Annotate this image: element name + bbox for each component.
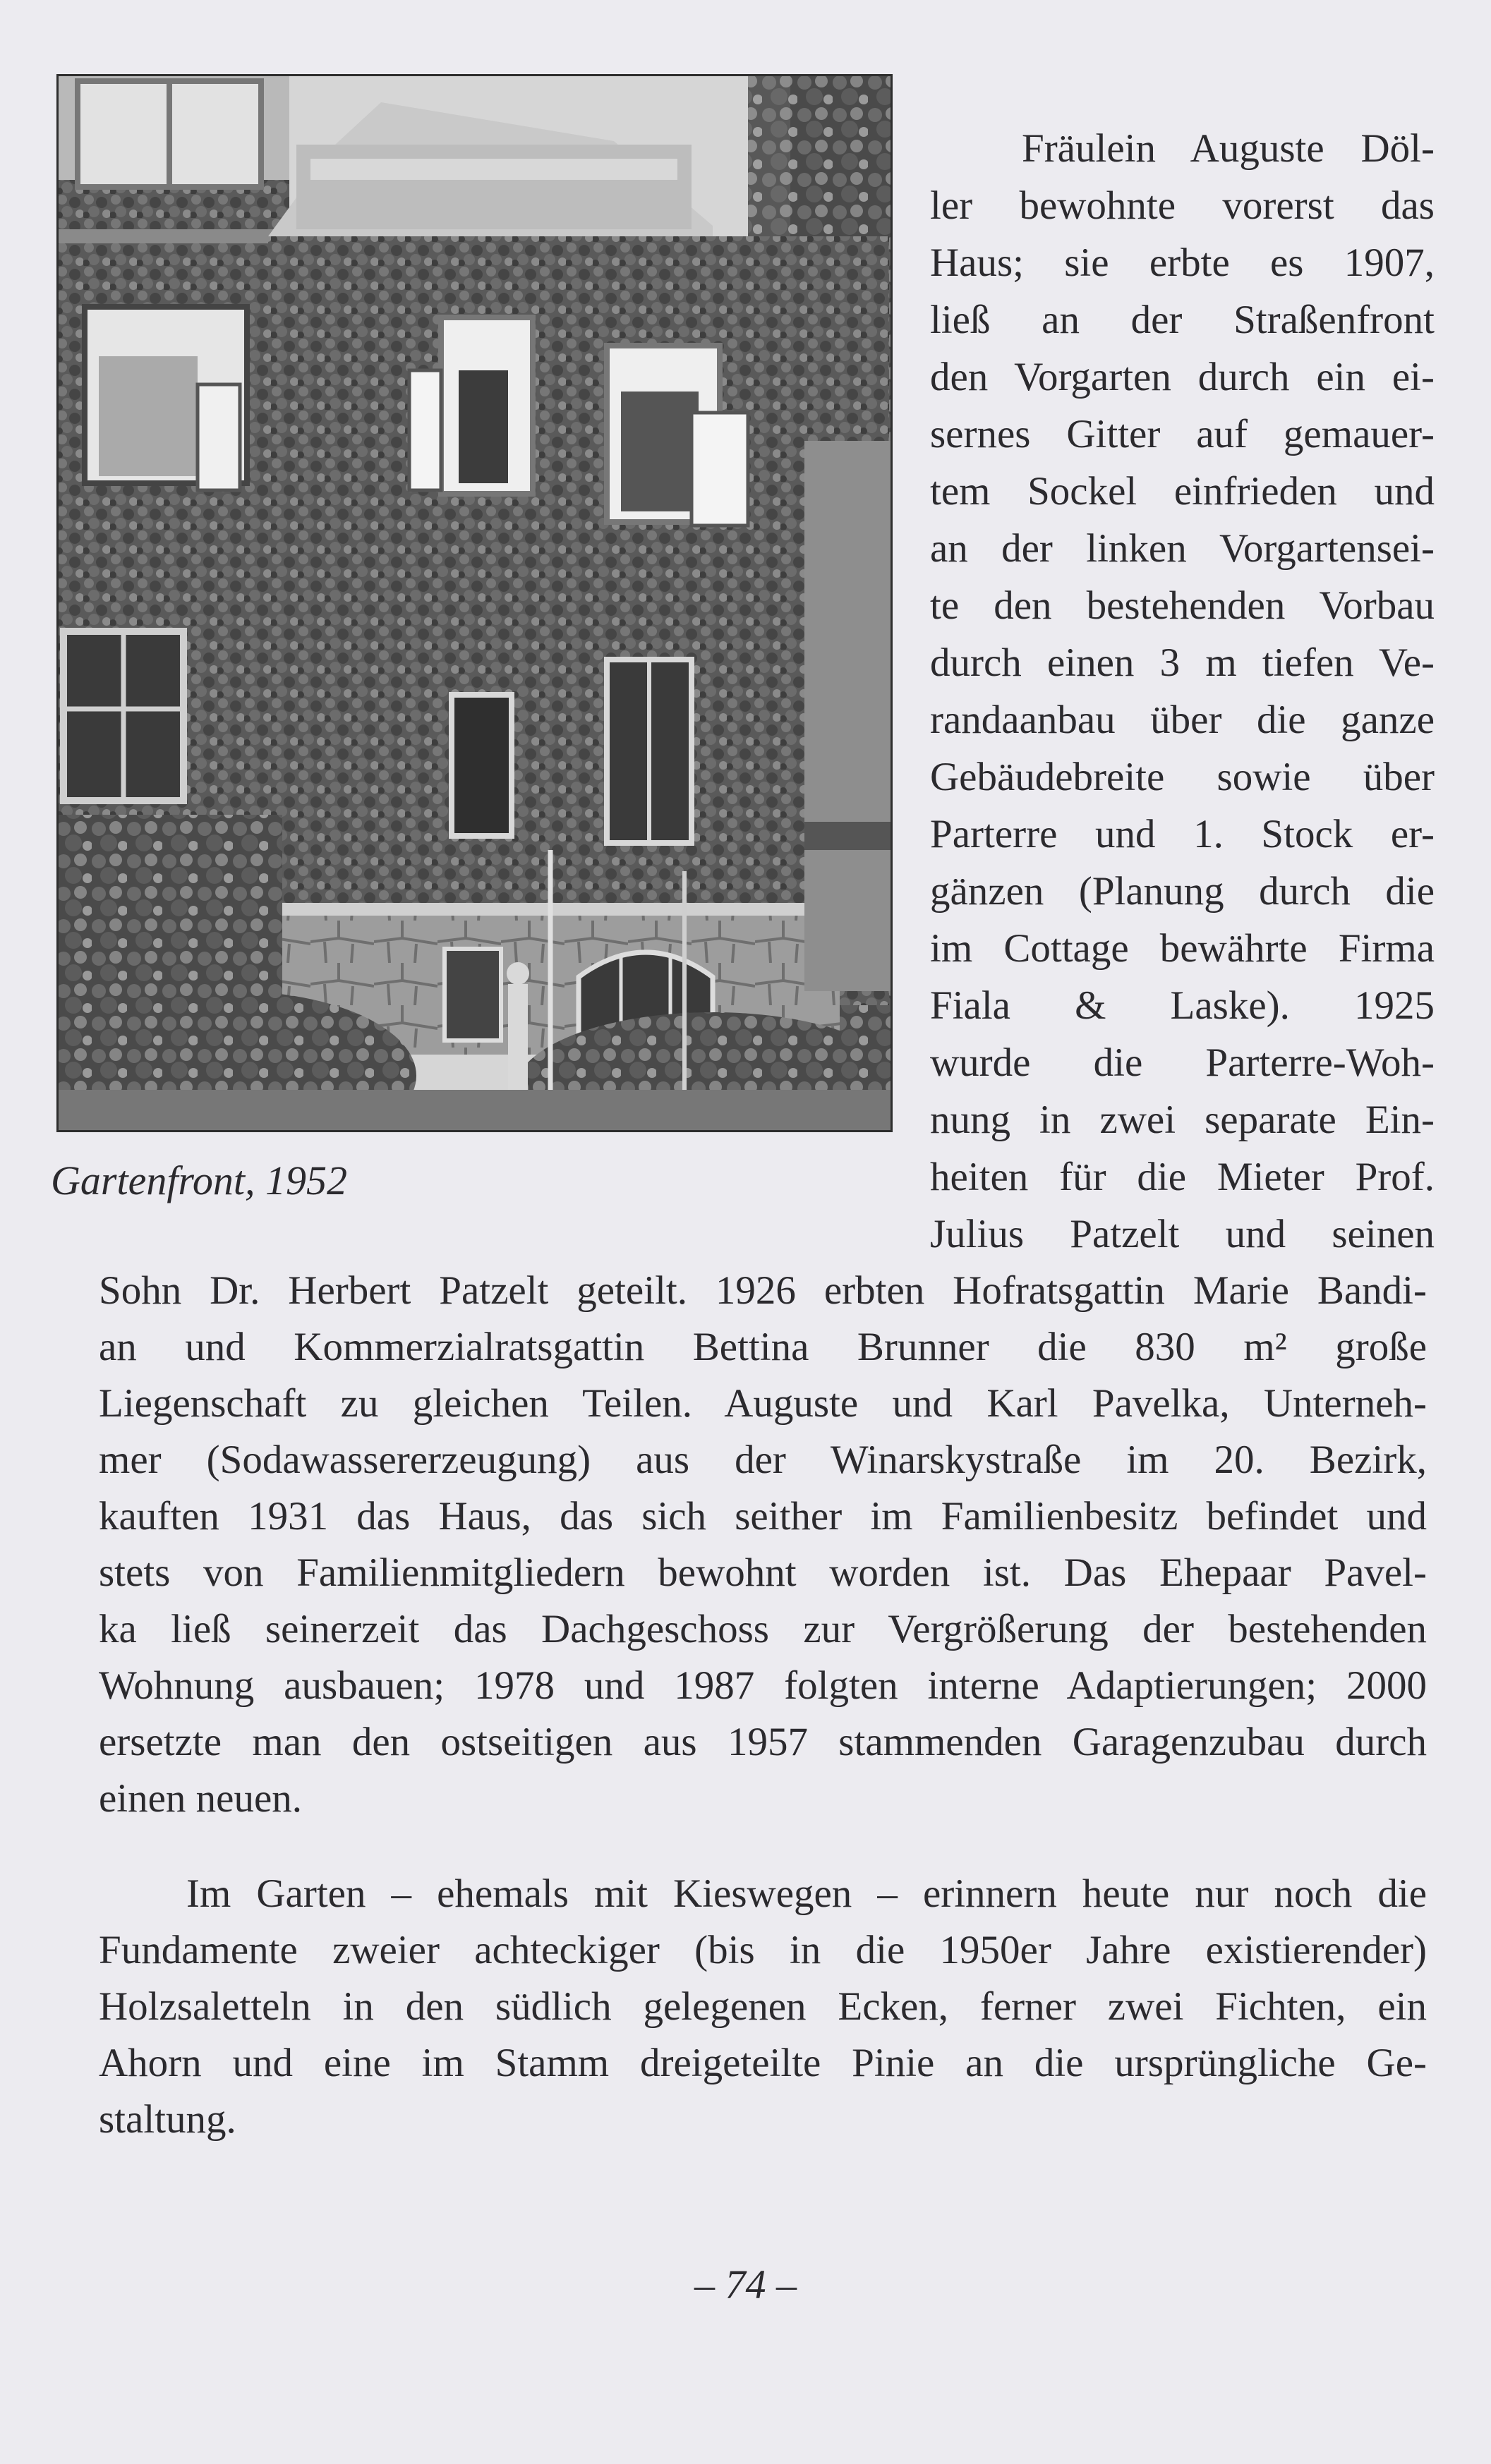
text-line: Julius Patzelt und seinen: [930, 1212, 1435, 1256]
paragraph-1: [99, 1263, 1427, 1827]
text-line: im Cottage bewährte Firma: [930, 926, 1435, 971]
text-line: wurde die Parterre-Woh-: [930, 1040, 1435, 1085]
text-line: Im Garten – ehemals mit Kieswegen – erinnern heute nur noch die: [186, 1871, 1427, 1916]
text-line: ka ließ seinerzeit das Dachgeschoss zur Vergrößerung der bestehenden: [99, 1607, 1427, 1651]
text-line: ersetzte man den ostseitigen aus 1957 stammenden Garagenzubau durch: [99, 1720, 1427, 1764]
house-photo-icon: [56, 74, 893, 1132]
paragraph-2: [99, 1866, 1427, 2148]
text-line: an und Kommerzialratsgattin Bettina Brunner die 830 m² große: [99, 1325, 1427, 1369]
page-number: – 74 –: [694, 2262, 797, 2307]
text-line: heiten für die Mieter Prof.: [930, 1155, 1435, 1199]
text-line: ließ an der Straßenfront: [930, 298, 1435, 342]
text-line: Wohnung ausbauen; 1978 und 1987 folgten interne Adaptierungen; 2000: [99, 1663, 1427, 1708]
text-line: Fiala & Laske). 1925: [930, 983, 1435, 1028]
text-line: Fundamente zweier achteckiger (bis in die 1950er Jahre existierender): [99, 1928, 1427, 1972]
text-line: durch einen 3 m tiefen Ve-: [930, 641, 1435, 685]
text-line: kauften 1931 das Haus, das sich seither im Familienbesitz befindet und: [99, 1494, 1427, 1539]
text-line: te den bestehenden Vorbau: [930, 583, 1435, 628]
text-line: mer (Sodawassererzeugung) aus der Winarskystraße im 20. Bezirk,: [99, 1438, 1427, 1482]
text-line: gänzen (Planung durch die: [930, 869, 1435, 914]
text-line: randaanbau über die ganze: [930, 698, 1435, 742]
text-line: Sohn Dr. Herbert Patzelt geteilt. 1926 erbten Hofratsgattin Marie Bandi-: [99, 1268, 1427, 1313]
garden-front-photo: [56, 74, 893, 1132]
text-line: staltung.: [99, 2097, 236, 2142]
side-column-text: [930, 120, 1435, 1263]
text-line: Gebäudebreite sowie über: [930, 755, 1435, 799]
text-line: Ahorn und eine im Stamm dreigeteilte Pinie an die ursprüngliche Ge-: [99, 2041, 1427, 2085]
text-line: Holzsaletteln in den südlich gelegenen Ecken, ferner zwei Fichten, ein: [99, 1984, 1427, 2029]
text-line: ler bewohnte vorerst das: [930, 183, 1435, 228]
text-line: Parterre und 1. Stock er-: [930, 812, 1435, 856]
text-line: nung in zwei separate Ein-: [930, 1098, 1435, 1142]
text-line: den Vorgarten durch ein ei-: [930, 355, 1435, 399]
text-line: tem Sockel einfrieden und: [930, 469, 1435, 514]
text-line: Fräulein Auguste Döl-: [1022, 126, 1435, 171]
text-line: einen neuen.: [99, 1776, 303, 1821]
text-line: stets von Familienmitgliedern bewohnt worden ist. Das Ehepaar Pavel-: [99, 1550, 1427, 1595]
photo-caption: Gartenfront, 1952: [51, 1158, 347, 1203]
text-line: Liegenschaft zu gleichen Teilen. Auguste und Karl Pavelka, Unterneh-: [99, 1381, 1427, 1426]
text-line: an der linken Vorgartensei-: [930, 526, 1435, 571]
text-line: Haus; sie erbte es 1907,: [930, 241, 1435, 285]
text-line: sernes Gitter auf gemauer-: [930, 412, 1435, 456]
